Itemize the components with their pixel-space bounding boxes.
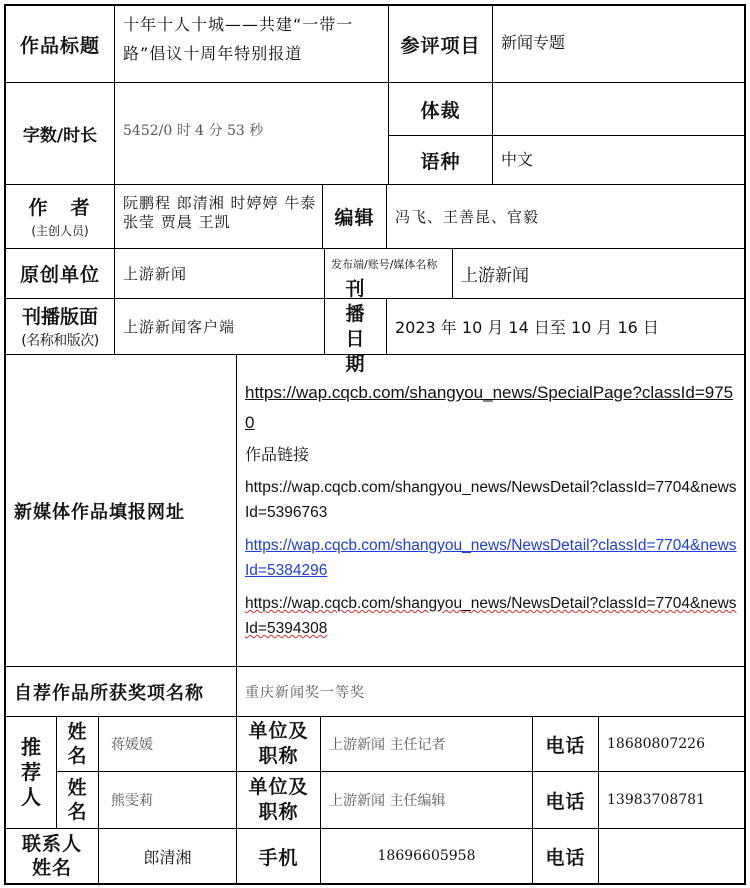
author-sublabel: (主创人员) xyxy=(31,224,89,238)
rec2-unit: 上游新闻 主任编辑 xyxy=(329,793,446,809)
date-value: 2023 年 10 月 14 日至 10 月 16 日 xyxy=(395,318,659,337)
rec2-name-label: 姓名 xyxy=(67,777,88,823)
url-cell xyxy=(237,378,740,666)
author-label: 作 者 xyxy=(28,197,92,219)
genre-value xyxy=(493,83,744,135)
language-value: 中文 xyxy=(501,149,534,169)
language-label: 语种 xyxy=(420,150,461,173)
recommender-label: 推荐人 xyxy=(21,735,41,809)
mobile-value: 18696605958 xyxy=(377,848,476,864)
news-link-2[interactable]: https://wap.cqcb.com/shangyou_news/NewsDetail?classId=7704&newsId=5384296 xyxy=(245,537,737,579)
editor-label: 编辑 xyxy=(334,207,375,229)
award-value: 重庆新闻奖一等奖 xyxy=(245,684,365,701)
rec1-name: 蒋媛媛 xyxy=(111,737,153,753)
rec1-name-label: 姓名 xyxy=(67,721,88,767)
rec1-unit: 上游新闻 主任记者 xyxy=(329,737,446,753)
contact-name: 郎清湘 xyxy=(143,847,192,867)
rec2-phone-label: 电话 xyxy=(545,790,586,813)
category-value: 新闻专题 xyxy=(501,33,566,52)
category-label: 参评项目 xyxy=(400,34,481,57)
rec2-name: 熊雯莉 xyxy=(111,793,153,809)
award-label: 自荐作品所获奖项名称 xyxy=(14,682,204,704)
publisher-value: 上游新闻 xyxy=(461,266,529,286)
contact-phone xyxy=(599,829,744,883)
news-link-1[interactable]: https://wap.cqcb.com/shangyou_news/NewsDetail?classId=7704&newsId=5396763 xyxy=(245,479,737,521)
layout-sublabel: (名称和版次) xyxy=(21,333,99,349)
wordcount-label: 字数/时长 xyxy=(22,126,98,146)
special-page-url[interactable]: https://wap.cqcb.com/shangyou_news/SpecialPage?classId=9750 xyxy=(245,383,734,432)
author-label-cell xyxy=(6,185,114,248)
contact-label: 联系人姓名 xyxy=(21,833,82,879)
url-label: 新媒体作品填报网址 xyxy=(14,501,185,523)
publisher-label: 发布端/账号/媒体名称 xyxy=(331,258,438,271)
news-link-3[interactable]: https://wap.cqcb.com/shangyou_news/NewsDetail?classId=7704&newsId=5394308 xyxy=(245,595,737,637)
links-heading: 作品链接 xyxy=(245,445,310,464)
title-label: 作品标题 xyxy=(19,34,100,57)
layout-label: 刊播版面 xyxy=(21,306,98,328)
contact-phone-label: 电话 xyxy=(545,846,586,869)
author-value: 阮鹏程 郎清湘 时婷婷 牛泰 张莹 贾晨 王凯 xyxy=(123,194,317,231)
date-label: 刊播日期 xyxy=(345,277,366,375)
unit-value: 上游新闻 xyxy=(123,265,188,283)
genre-label: 体裁 xyxy=(420,99,461,122)
rec2-unit-label: 单位及职称 xyxy=(248,776,309,823)
unit-label: 原创单位 xyxy=(19,264,100,286)
layout-label-cell xyxy=(6,299,114,354)
title-value: 十年十人十城——共建“一带一路”倡议十周年特别报道 xyxy=(123,15,354,63)
rec1-phone-label: 电话 xyxy=(545,734,586,757)
wordcount-value: 5452/0 时 4 分 53 秒 xyxy=(123,123,264,139)
mobile-label: 手机 xyxy=(258,846,299,869)
rec1-unit-label: 单位及职称 xyxy=(248,720,309,767)
layout-value: 上游新闻客户端 xyxy=(123,318,236,336)
rec1-phone: 18680807226 xyxy=(607,736,705,752)
rec2-phone: 13983708781 xyxy=(607,792,705,808)
editor-value: 冯飞、王善昆、官毅 xyxy=(395,208,540,226)
